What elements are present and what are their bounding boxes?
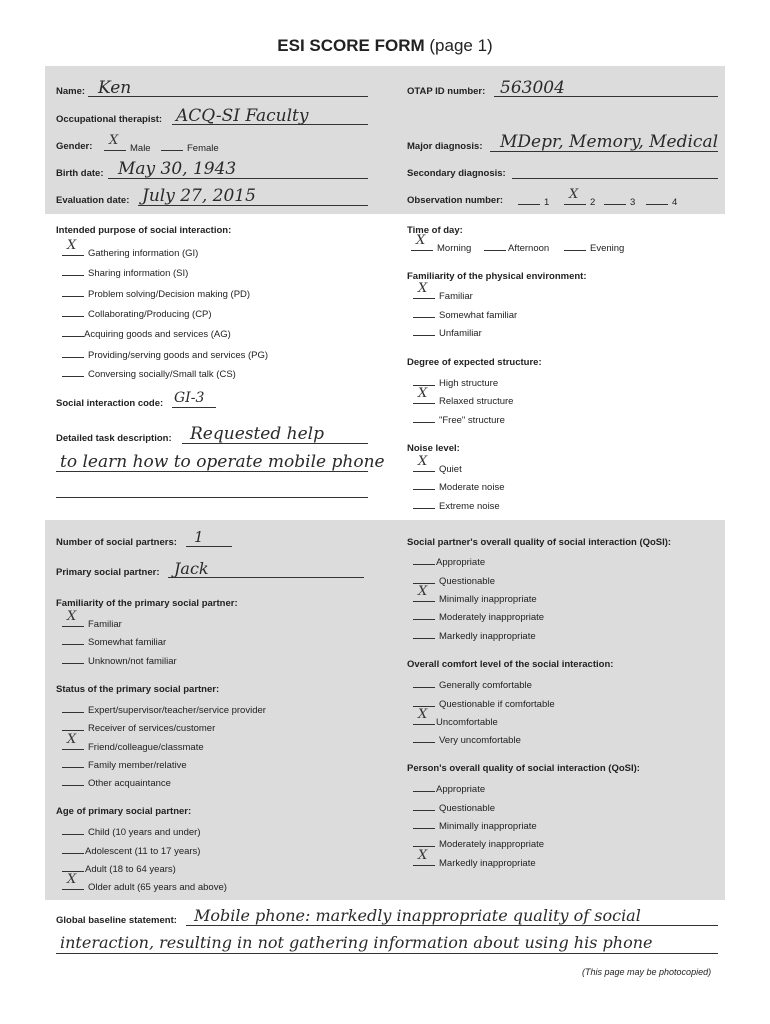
partner-qosi-checkbox[interactable] <box>413 628 435 639</box>
noise-moderate-option[interactable]: Moderate noise <box>413 479 504 493</box>
person-qosi-checkbox[interactable] <box>413 781 435 792</box>
obs-option-3[interactable]: 3 <box>604 194 635 208</box>
eval-label: Evaluation date: <box>56 195 130 206</box>
purpose-checkbox[interactable] <box>62 265 84 276</box>
noise-extreme-option[interactable]: Extreme noise <box>413 498 500 512</box>
task-label: Detailed task description: <box>56 433 172 444</box>
noise-checkbox[interactable] <box>413 498 435 509</box>
comfort-checkbox[interactable] <box>413 732 435 743</box>
env-unfamiliar-option[interactable]: Unfamiliar <box>413 325 482 339</box>
person-qosi-markedly-option[interactable]: XMarkedly inappropriate <box>413 855 536 869</box>
person-qosi-label: Person's overall quality of social interaction (QoSI): <box>407 763 640 774</box>
purpose-option-gi[interactable]: XGathering information (GI) <box>62 245 198 259</box>
partner-qosi-checkbox[interactable] <box>413 609 435 620</box>
birth-value: May 30, 1943 <box>118 159 237 179</box>
comfort-checkbox[interactable] <box>413 677 435 688</box>
comfort-very-option[interactable]: Very uncomfortable <box>413 732 521 746</box>
global-statement-field-2[interactable] <box>56 953 718 954</box>
status-other-option[interactable]: Other acquaintance <box>62 775 171 789</box>
age-child-option[interactable]: Child (10 years and under) <box>62 824 200 838</box>
name-label: Name: <box>56 86 86 97</box>
obs-option-4[interactable]: 4 <box>646 194 677 208</box>
age-checkbox[interactable] <box>62 879 84 890</box>
name-value: Ken <box>98 78 132 98</box>
task-value-line-1: Requested help <box>190 424 324 444</box>
age-older-option[interactable]: XOlder adult (65 years and above) <box>62 879 227 893</box>
purpose-option-pg[interactable]: Providing/serving goods and services (PG) <box>62 347 268 361</box>
partner-fam-familiar-option[interactable]: XFamiliar <box>62 616 122 630</box>
status-friend-option[interactable]: XFriend/colleague/classmate <box>62 739 204 753</box>
gender-female-checkbox[interactable] <box>161 140 183 151</box>
person-qosi-checkbox[interactable] <box>413 818 435 829</box>
obs-checkbox-3[interactable] <box>604 194 626 205</box>
age-checkbox[interactable] <box>62 824 84 835</box>
global-statement-line-2: interaction, resulting in not gathering information about using his phone <box>60 933 653 952</box>
person-qosi-checkbox[interactable] <box>413 836 435 847</box>
time-of-day-label: Time of day: <box>407 225 463 236</box>
comfort-checkbox[interactable] <box>413 696 435 707</box>
time-evening-option[interactable]: Evening <box>564 240 624 254</box>
time-checkbox[interactable] <box>484 240 506 251</box>
time-afternoon-option[interactable]: Afternoon <box>484 240 549 254</box>
partners-count-field[interactable] <box>186 546 232 547</box>
status-checkbox[interactable] <box>62 720 84 731</box>
structure-relaxed-option[interactable]: XRelaxed structure <box>413 393 513 407</box>
eval-value: July 27, 2015 <box>142 186 256 206</box>
comfort-checkbox[interactable] <box>413 714 435 725</box>
gender-male-checkbox[interactable] <box>104 140 126 151</box>
status-family-option[interactable]: Family member/relative <box>62 757 187 771</box>
obs-option-2[interactable]: X 2 <box>564 194 595 208</box>
ot-value: ACQ-SI Faculty <box>176 106 309 126</box>
status-checkbox[interactable] <box>62 757 84 768</box>
person-qosi-minimally-option[interactable]: Minimally inappropriate <box>413 818 537 832</box>
secondary-diagnosis-label: Secondary diagnosis: <box>407 168 506 179</box>
status-checkbox[interactable] <box>62 702 84 713</box>
structure-checkbox[interactable] <box>413 393 435 404</box>
env-checkbox[interactable] <box>413 288 435 299</box>
code-value: GI-3 <box>174 390 205 406</box>
partner-status-label: Status of the primary social partner: <box>56 684 220 695</box>
time-checkbox[interactable] <box>564 240 586 251</box>
age-adolescent-option[interactable]: Adolescent (11 to 17 years) <box>62 843 200 857</box>
comfort-questionable-option[interactable]: Questionable if comfortable <box>413 696 555 710</box>
partner-qosi-label: Social partner's overall quality of social interaction (QoSI): <box>407 537 672 548</box>
obs-checkbox-2[interactable] <box>564 194 586 205</box>
obs-checkbox-4[interactable] <box>646 194 668 205</box>
structure-label: Degree of expected structure: <box>407 357 542 368</box>
partner-qosi-moderately-option[interactable]: Moderately inappropriate <box>413 609 544 623</box>
page-title: ESI SCORE FORM (page 1) <box>277 36 493 55</box>
noise-checkbox[interactable] <box>413 461 435 472</box>
noise-label: Noise level: <box>407 443 460 454</box>
major-diagnosis-value: MDepr, Memory, Medical <box>500 132 719 152</box>
partner-qosi-checkbox[interactable] <box>413 591 435 602</box>
person-qosi-checkbox[interactable] <box>413 800 435 811</box>
global-statement-label: Global baseline statement: <box>56 915 177 926</box>
noise-checkbox[interactable] <box>413 479 435 490</box>
observation-label: Observation number: <box>407 195 504 206</box>
person-qosi-questionable-option[interactable]: Questionable <box>413 800 495 814</box>
partner-fam-somewhat-option[interactable]: Somewhat familiar <box>62 634 166 648</box>
purpose-checkbox[interactable] <box>62 366 84 377</box>
partner-qosi-questionable-option[interactable]: Questionable <box>413 573 495 587</box>
purpose-option-pd[interactable]: Problem solving/Decision making (PD) <box>62 286 250 300</box>
primary-partner-label: Primary social partner: <box>56 567 160 578</box>
code-field[interactable] <box>172 407 216 408</box>
status-checkbox[interactable] <box>62 775 84 786</box>
purpose-checkbox[interactable] <box>62 326 84 337</box>
task-value-line-2: to learn how to operate mobile phone <box>60 452 385 472</box>
env-checkbox[interactable] <box>413 307 435 318</box>
purpose-checkbox[interactable] <box>62 286 84 297</box>
comfort-label: Overall comfort level of the social interaction: <box>407 659 614 670</box>
photocopy-note: (This page may be photocopied) <box>582 967 712 977</box>
purpose-option-si[interactable]: Sharing information (SI) <box>62 265 188 279</box>
purpose-label: Intended purpose of social interaction: <box>56 225 232 236</box>
status-checkbox[interactable] <box>62 739 84 750</box>
primary-partner-value: Jack <box>174 559 209 578</box>
purpose-option-ag[interactable]: Acquiring goods and services (AG) <box>62 326 231 340</box>
time-checkbox[interactable] <box>411 240 433 251</box>
env-somewhat-option[interactable]: Somewhat familiar <box>413 307 517 321</box>
gender-male-option[interactable]: X Male <box>104 140 151 154</box>
partner-qosi-checkbox[interactable] <box>413 554 435 565</box>
major-diagnosis-label: Major diagnosis: <box>407 141 483 152</box>
time-morning-option[interactable]: XMorning <box>411 240 471 254</box>
task-field-line-3[interactable] <box>56 497 368 498</box>
purpose-checkbox[interactable] <box>62 347 84 358</box>
person-qosi-appropriate-option[interactable]: Appropriate <box>413 781 485 795</box>
structure-checkbox[interactable] <box>413 412 435 423</box>
partners-count-label: Number of social partners: <box>56 537 177 548</box>
partner-age-label: Age of primary social partner: <box>56 806 192 817</box>
age-checkbox[interactable] <box>62 843 84 854</box>
partner-fam-checkbox[interactable] <box>62 634 84 645</box>
code-label: Social interaction code: <box>56 398 164 409</box>
secondary-diagnosis-field[interactable] <box>512 178 718 179</box>
partner-qosi-markedly-option[interactable]: Markedly inappropriate <box>413 628 536 642</box>
partner-qosi-minimally-option[interactable]: XMinimally inappropriate <box>413 591 537 605</box>
partner-qosi-appropriate-option[interactable]: Appropriate <box>413 554 485 568</box>
partner-fam-unknown-option[interactable]: Unknown/not familiar <box>62 653 177 667</box>
person-qosi-moderately-option[interactable]: Moderately inappropriate <box>413 836 544 850</box>
purpose-checkbox[interactable] <box>62 245 84 256</box>
ot-label: Occupational therapist: <box>56 114 163 125</box>
comfort-generally-option[interactable]: Generally comfortable <box>413 677 532 691</box>
birth-label: Birth date: <box>56 168 104 179</box>
structure-free-option[interactable]: "Free" structure <box>413 412 505 426</box>
status-expert-option[interactable]: Expert/supervisor/teacher/service provider <box>62 702 266 716</box>
status-receiver-option[interactable]: Receiver of services/customer <box>62 720 215 734</box>
purpose-checkbox[interactable] <box>62 306 84 317</box>
gender-female-option[interactable]: Female <box>161 140 219 154</box>
gender-label: Gender: <box>56 141 93 152</box>
partner-qosi-checkbox[interactable] <box>413 573 435 584</box>
noise-quiet-option[interactable]: XQuiet <box>413 461 462 475</box>
obs-option-1[interactable]: 1 <box>518 194 549 208</box>
partner-fam-checkbox[interactable] <box>62 653 84 664</box>
purpose-option-cs[interactable]: Conversing socially/Small talk (CS) <box>62 366 236 380</box>
age-adult-option[interactable]: Adult (18 to 64 years) <box>62 861 176 875</box>
partner-familiarity-label: Familiarity of the primary social partner: <box>56 598 238 609</box>
obs-checkbox-1[interactable] <box>518 194 540 205</box>
age-checkbox[interactable] <box>62 861 84 872</box>
familiarity-env-label: Familiarity of the physical environment: <box>407 271 587 282</box>
partners-count-value: 1 <box>194 528 204 546</box>
global-statement-field-1[interactable] <box>186 925 718 926</box>
global-statement-line-1: Mobile phone: markedly inappropriate quality of social <box>194 906 641 925</box>
structure-checkbox[interactable] <box>413 375 435 386</box>
person-qosi-checkbox[interactable] <box>413 855 435 866</box>
comfort-uncomfortable-option[interactable]: XUncomfortable <box>413 714 498 728</box>
otap-value: 563004 <box>500 78 565 98</box>
env-checkbox[interactable] <box>413 325 435 336</box>
otap-label: OTAP ID number: <box>407 86 486 97</box>
env-familiar-option[interactable]: XFamiliar <box>413 288 473 302</box>
structure-high-option[interactable]: High structure <box>413 375 498 389</box>
partner-fam-checkbox[interactable] <box>62 616 84 627</box>
purpose-option-cp[interactable]: Collaborating/Producing (CP) <box>62 306 212 320</box>
